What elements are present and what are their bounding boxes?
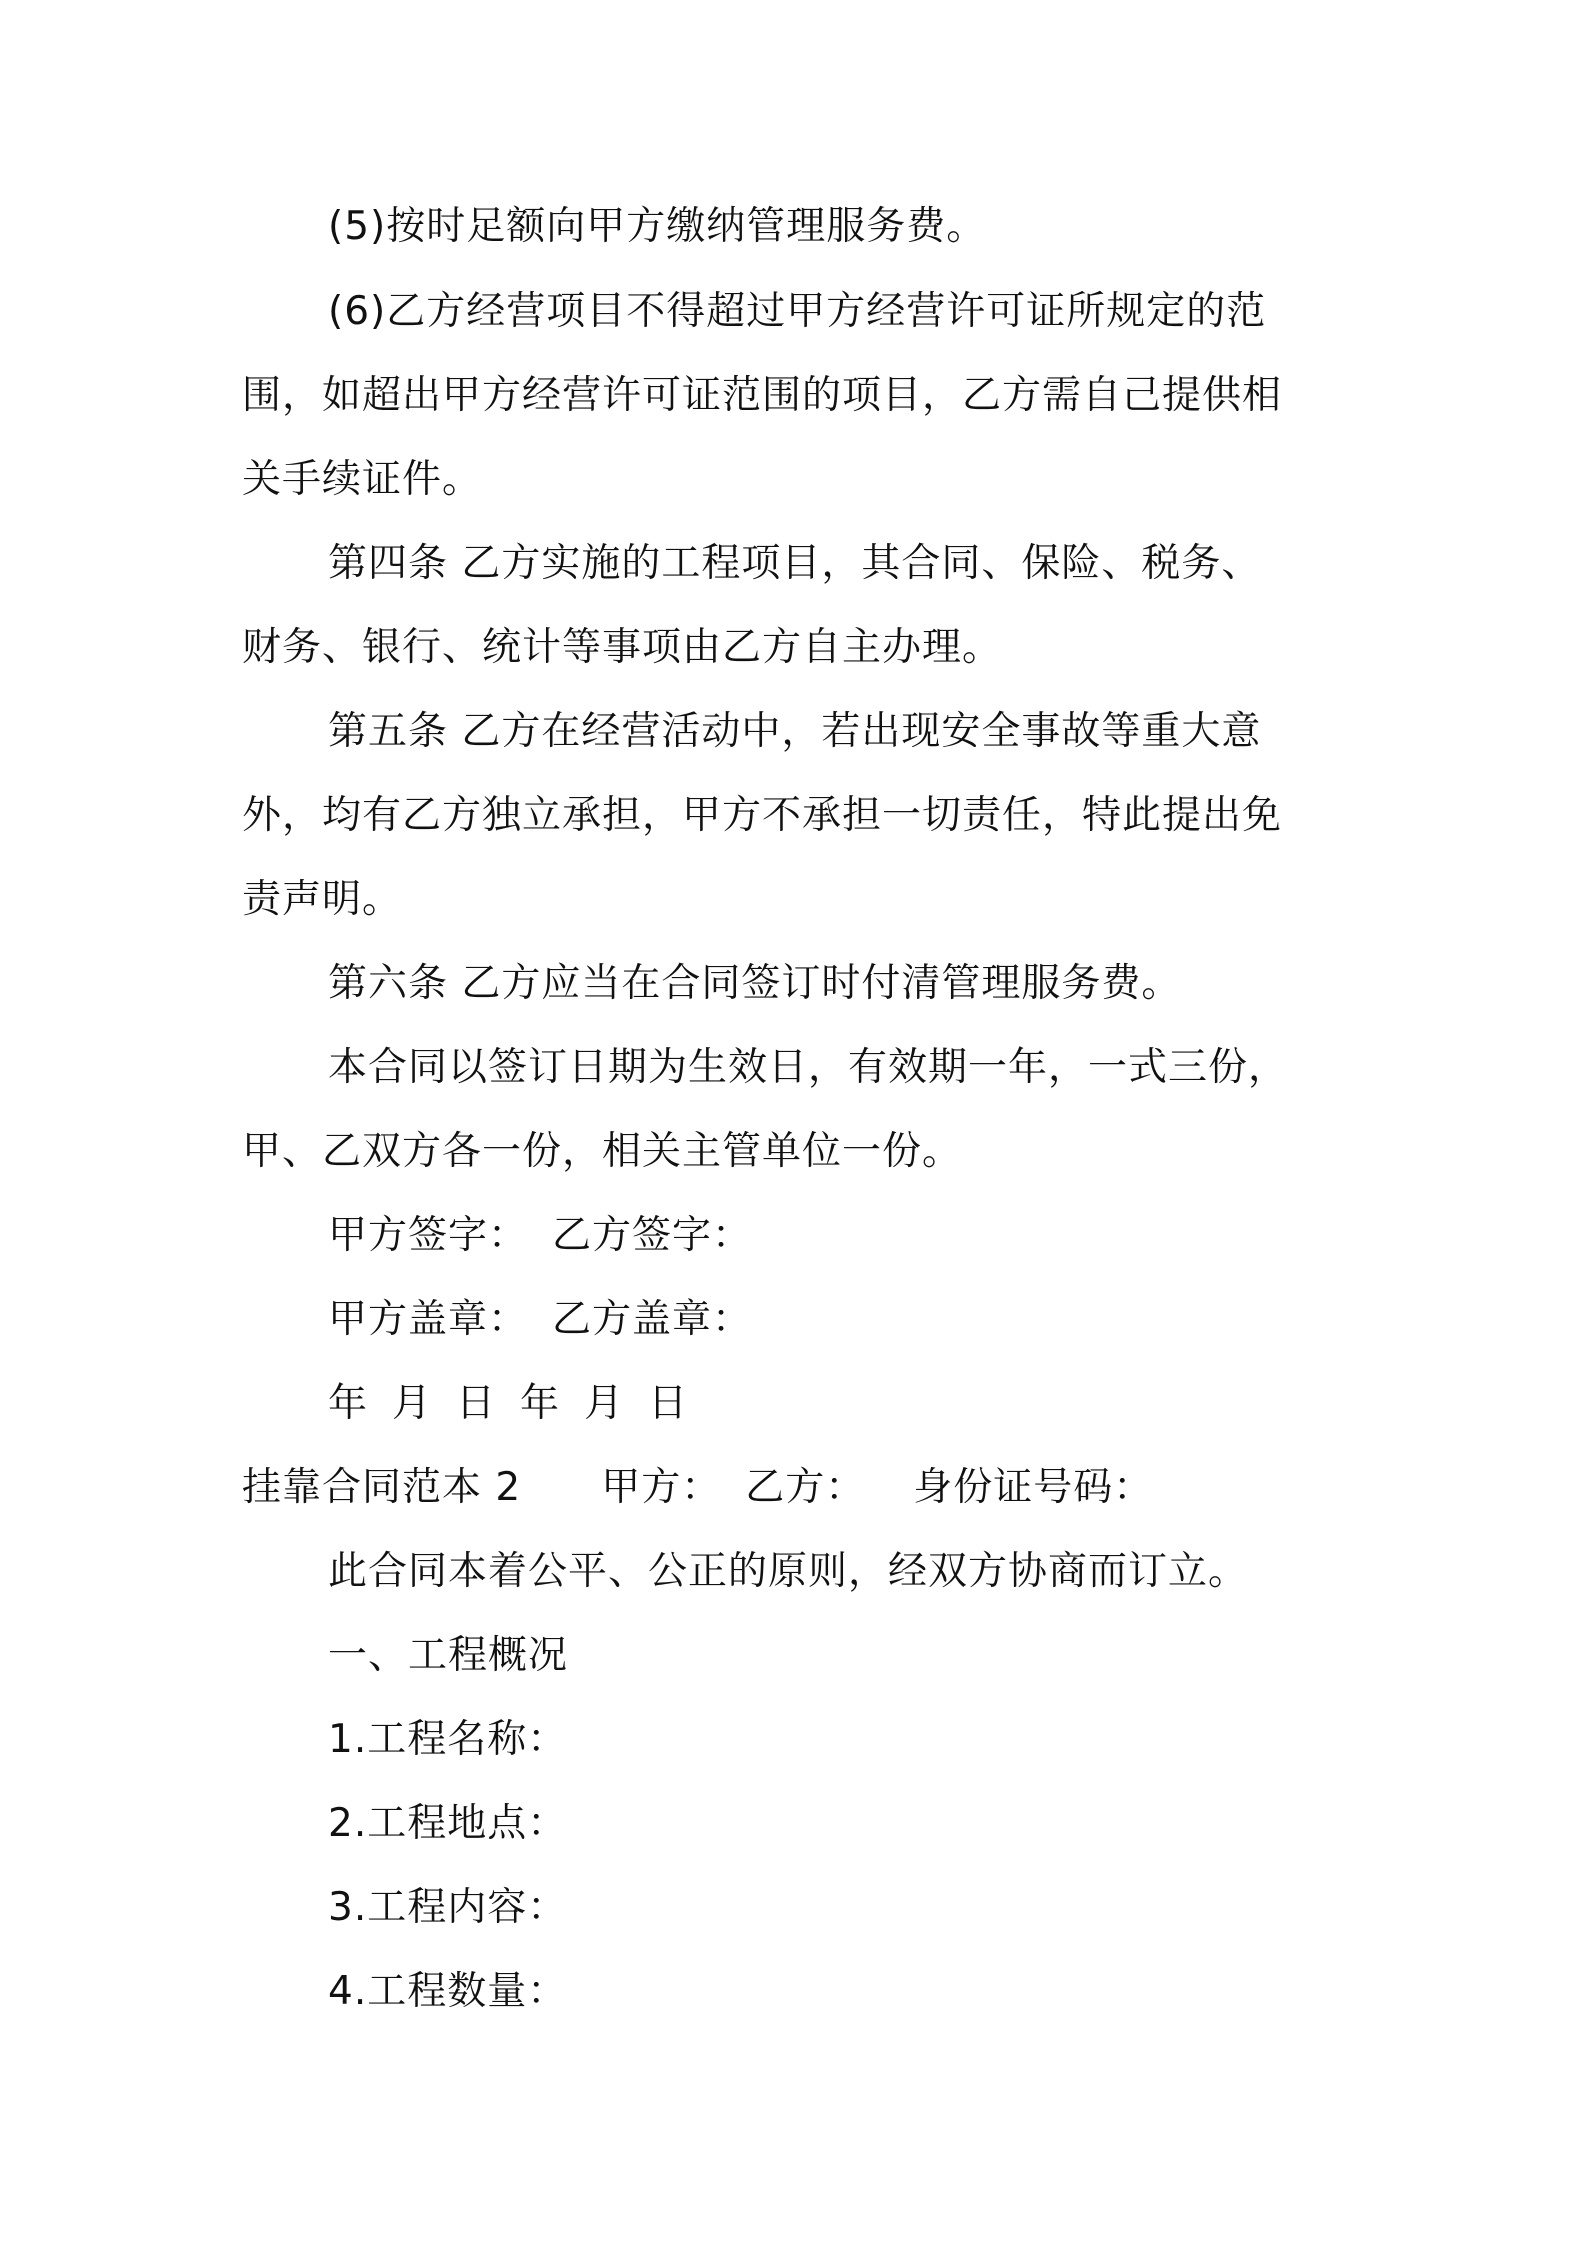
date-year-b: 年 bbox=[520, 1381, 561, 1426]
date-day-b: 日 bbox=[648, 1381, 689, 1426]
contract-2-party-b-label: 乙方： bbox=[745, 1465, 866, 1510]
contract-2-intro: 此合同本着公平、公正的原则，经双方协商而订立。 bbox=[328, 1549, 1249, 1594]
contract-2-section-title: 一、工程概况 bbox=[328, 1633, 569, 1678]
validity-line-2: 甲、乙双方各一份，相关主管单位一份。 bbox=[242, 1129, 963, 1174]
date-year-a: 年 bbox=[328, 1381, 369, 1426]
clause-item-6-line-2: 围，如超出甲方经营许可证范围的项目，乙方需自己提供相 bbox=[242, 373, 1283, 418]
date-month-a: 月 bbox=[392, 1381, 433, 1426]
project-quantity-label: 4.工程数量： bbox=[328, 1969, 568, 2014]
party-b-signature-label: 乙方签字： bbox=[552, 1213, 753, 1258]
contract-2-id-number-label: 身份证号码： bbox=[913, 1465, 1154, 1510]
project-location-label: 2.工程地点： bbox=[328, 1801, 568, 1846]
contract-2-header-row bbox=[242, 1464, 1153, 1512]
party-a-seal-label: 甲方盖章： bbox=[328, 1297, 529, 1342]
article-4-line-2: 财务、银行、统计等事项由乙方自主办理。 bbox=[242, 625, 1003, 670]
clause-item-6-line-1: (6)乙方经营项目不得超过甲方经营许可证所规定的范 bbox=[328, 289, 1267, 334]
article-5-line-2: 外，均有乙方独立承担，甲方不承担一切责任，特此提出免 bbox=[242, 793, 1283, 838]
article-5-line-3: 责声明。 bbox=[242, 877, 403, 922]
signature-row bbox=[328, 1212, 752, 1260]
date-row bbox=[328, 1380, 688, 1428]
date-month-b: 月 bbox=[584, 1381, 625, 1426]
article-4-line-1: 第四条 乙方实施的工程项目，其合同、保险、税务、 bbox=[328, 541, 1262, 586]
clause-item-5: (5)按时足额向甲方缴纳管理服务费。 bbox=[328, 204, 987, 249]
project-content-label: 3.工程内容： bbox=[328, 1885, 568, 1930]
article-6: 第六条 乙方应当在合同签订时付清管理服务费。 bbox=[328, 961, 1182, 1006]
validity-line-1: 本合同以签订日期为生效日，有效期一年，一式三份， bbox=[328, 1045, 1289, 1090]
project-name-label: 1.工程名称： bbox=[328, 1717, 568, 1762]
article-5-line-1: 第五条 乙方在经营活动中，若出现安全事故等重大意 bbox=[328, 709, 1262, 754]
party-b-seal-label: 乙方盖章： bbox=[552, 1297, 753, 1342]
clause-item-6-line-3: 关手续证件。 bbox=[242, 457, 483, 502]
party-a-signature-label: 甲方签字： bbox=[328, 1213, 529, 1258]
contract-2-title: 挂靠合同范本 2 bbox=[242, 1465, 522, 1510]
contract-2-party-a-label: 甲方： bbox=[601, 1465, 722, 1510]
seal-row bbox=[328, 1296, 752, 1344]
date-day-a: 日 bbox=[456, 1381, 497, 1426]
